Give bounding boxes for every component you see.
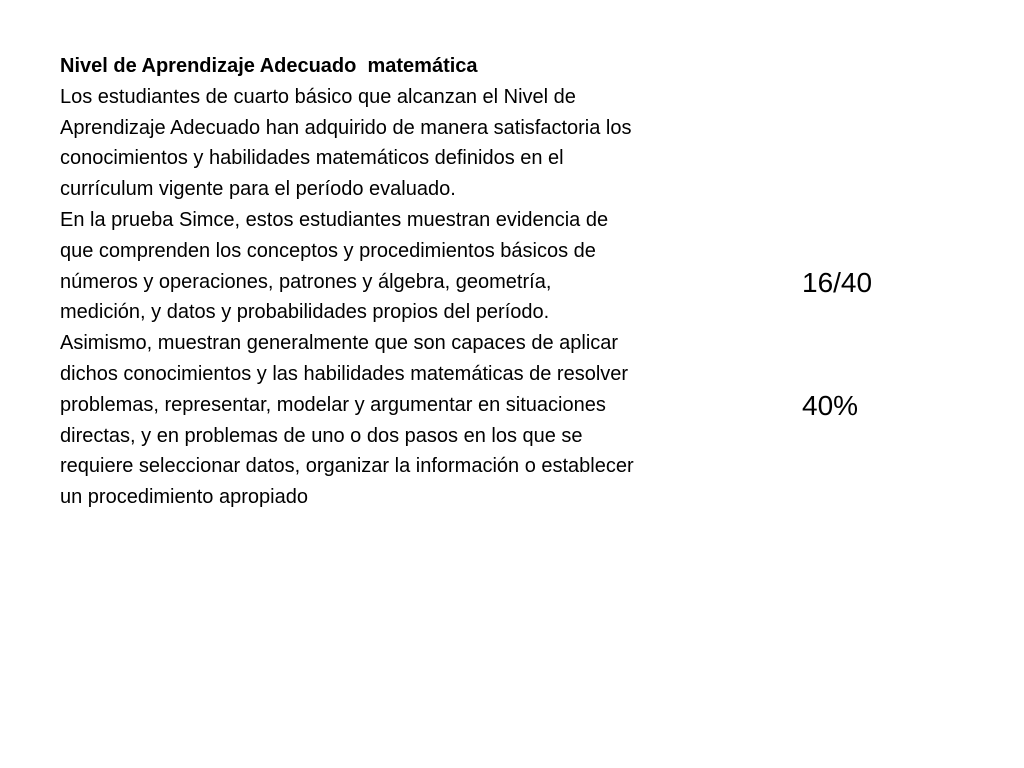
stat-fraction: 16/40: [802, 267, 873, 298]
description-text-block: [60, 51, 642, 513]
slide-title: Nivel de Aprendizaje Adecuado matemática: [60, 55, 478, 77]
paragraph-simce-evidence: En la prueba Simce, estos estudiantes muestran evidencia de que comprenden los conceptos y procedimientos básicos de números y operaciones, patrones y álgebra, geometría, medición, y datos y probabilidades propios del período.: [60, 208, 609, 324]
stat-percent: 40%: [802, 390, 859, 421]
paragraph-application: Asimismo, muestran generalmente que son capaces de aplicar dichos conocimientos y las habilidades matemáticas de resolver problemas, representar, modelar y argumentar en situaciones directas, y en problemas de uno o dos pasos en los que se requiere seleccionar datos, organizar la información o establecer un procedimiento apropiado: [60, 332, 634, 509]
paragraph-definition: Los estudiantes de cuarto básico que alcanzan el Nivel de Aprendizaje Adecuado han adquirido de manera satisfactoria los conocimientos y habilidades matemáticos definidos en el currículum vigente para el período evaluado.: [60, 85, 632, 201]
